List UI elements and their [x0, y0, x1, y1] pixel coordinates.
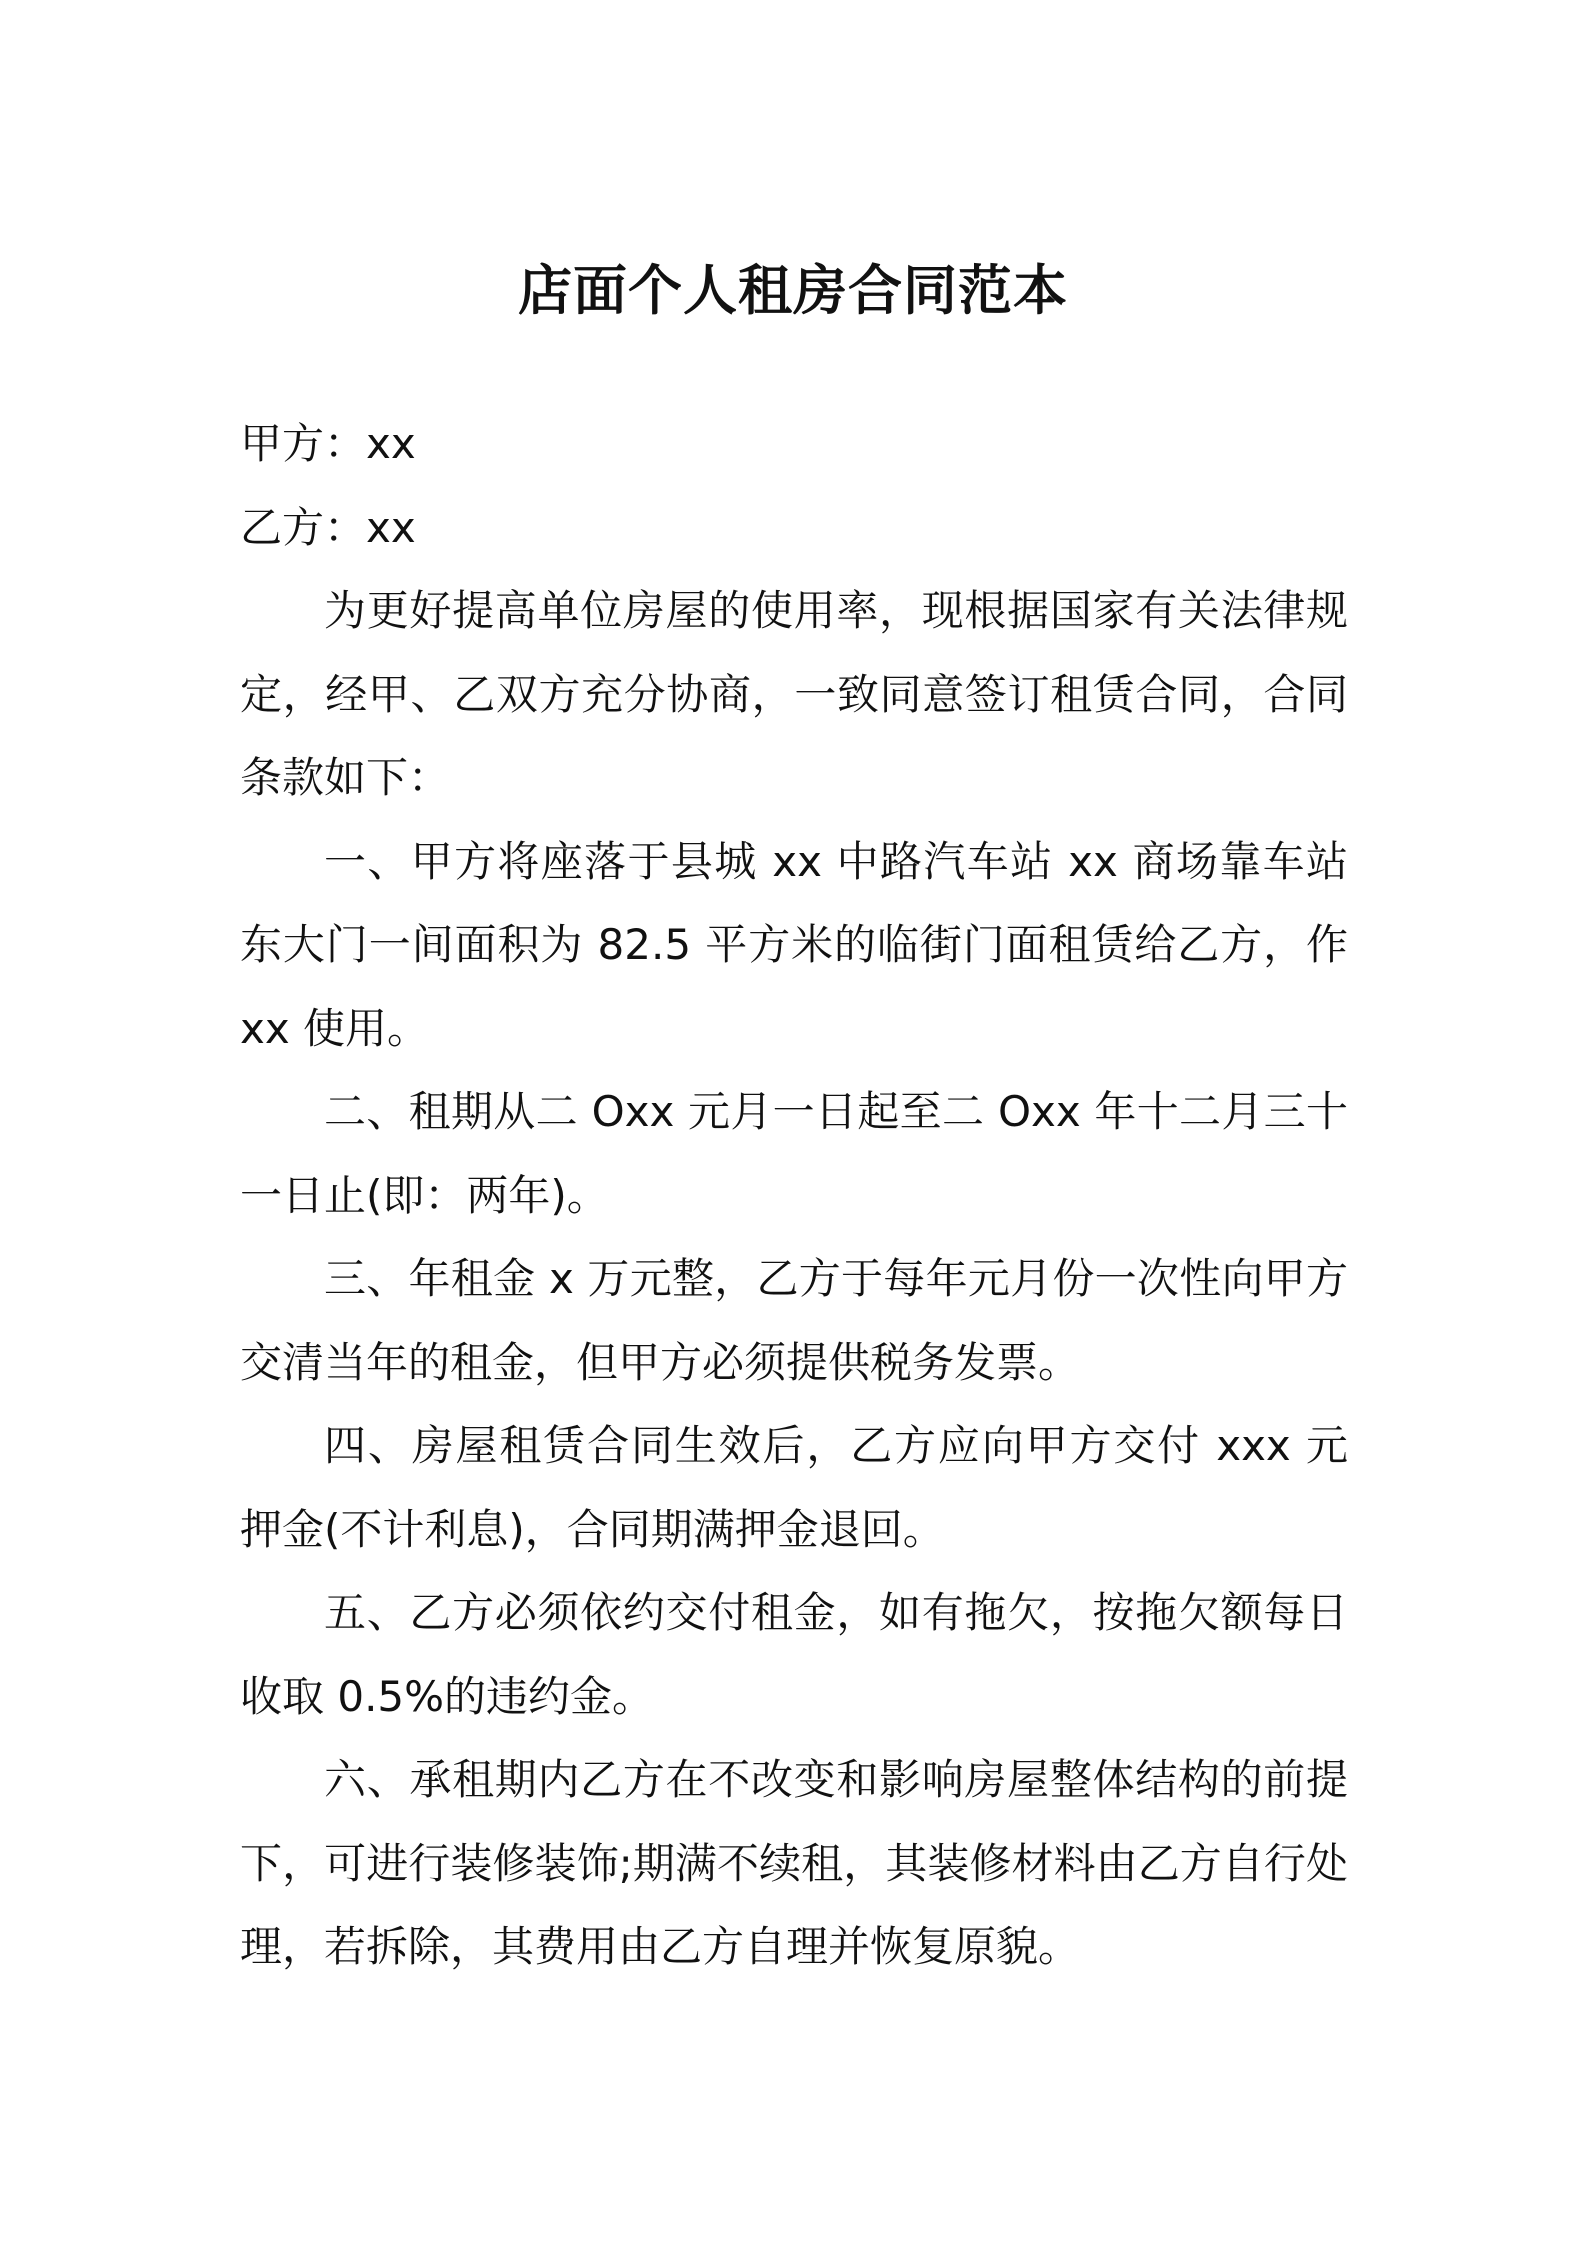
clause-6: 六、承租期内乙方在不改变和影响房屋整体结构的前提下，可进行装修装饰;期满不续租，其装修材料由乙方自行处理，若拆除，其费用由乙方自理并恢复原貌。: [240, 1755, 1348, 1971]
party-a: 甲方：xx: [240, 419, 416, 468]
clause-3: 三、年租金 x 万元整，乙方于每年元月份一次性向甲方交清当年的租金，但甲方必须提供税务发票。: [240, 1254, 1348, 1387]
clause-5: 五、乙方必须依约交付租金，如有拖欠，按拖欠额每日收取 0.5%的违约金。: [240, 1588, 1348, 1721]
clause-1: 一、甲方将座落于县城 xx 中路汽车站 xx 商场靠车站东大门一间面积为 82.5 平方米的临街门面租赁给乙方，作 xx 使用。: [240, 836, 1348, 1053]
clause-4: 四、房屋租赁合同生效后，乙方应向甲方交付 xxx 元押金(不计利息)，合同期满押金退回。: [240, 1421, 1348, 1554]
clause-2: 二、租期从二 Oxx 元月一日起至二 Oxx 年十二月三十一日止(即：两年)。: [240, 1087, 1348, 1220]
party-b: 乙方：xx: [240, 502, 416, 552]
paragraph-preamble: 为更好提高单位房屋的使用率，现根据国家有关法律规定，经甲、乙双方充分协商，一致同意签订租赁合同，合同条款如下：: [240, 586, 1348, 802]
document-body: [240, 402, 1348, 1989]
document-title: 店面个人租房合同范本: [518, 259, 1068, 322]
